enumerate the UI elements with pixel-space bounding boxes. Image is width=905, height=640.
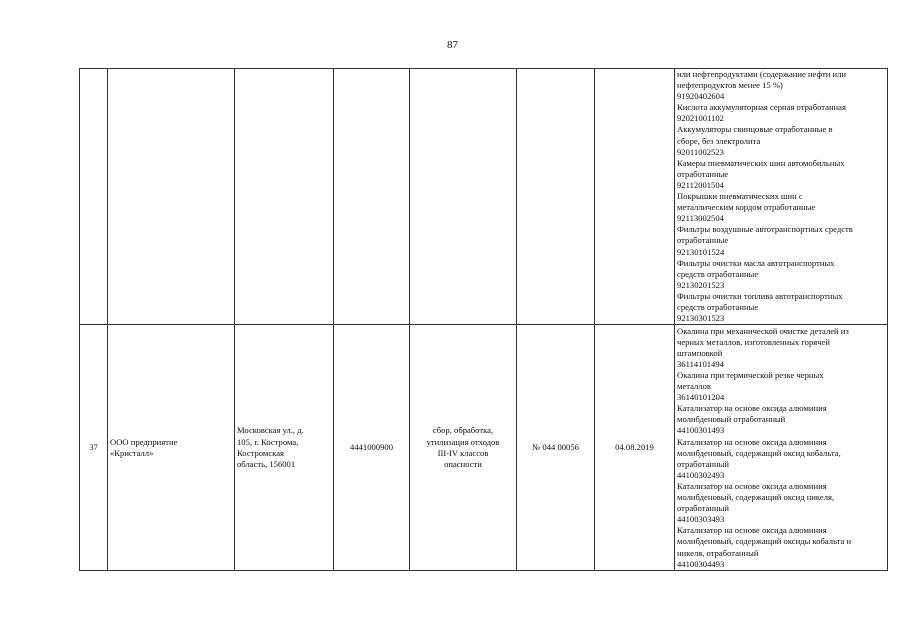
- organization-cell: [108, 325, 235, 571]
- waste-item-line: Окалина при механической очистке деталей из: [677, 325, 849, 336]
- waste-item-line: отработанный: [677, 458, 729, 469]
- activity-line: сбор, обработка,: [432, 425, 494, 436]
- waste-item-line: Кислота аккумуляторная серная отработанная: [677, 102, 846, 113]
- date-cell: 04.08.2019: [595, 325, 675, 571]
- table-row: [80, 325, 888, 571]
- waste-item-line: 44100302493: [677, 469, 725, 480]
- activity-line: III-IV классов: [437, 447, 489, 458]
- waste-list-cell: [675, 69, 888, 325]
- waste-item-line: 44100303493: [677, 514, 725, 525]
- waste-item-line: или нефтепродуктами (содержание нефти или: [677, 69, 847, 79]
- waste-item-line: металлов: [677, 381, 711, 392]
- waste-item-line: молибденовый, содержащий оксид кобальта,: [677, 447, 841, 458]
- waste-item-line: черных металлов, изготовленных горячей: [677, 336, 830, 347]
- waste-item-line: сборе, без электролита: [677, 135, 761, 146]
- waste-item-line: 92113002504: [677, 213, 724, 224]
- waste-item-line: 92112001504: [677, 179, 724, 190]
- inn-cell: 4441000900: [334, 325, 410, 571]
- address-cell: [235, 69, 334, 325]
- waste-item-line: Катализатор на основе оксида алюминия: [677, 480, 827, 491]
- waste-item-line: 44100301493: [677, 425, 725, 436]
- activity-cell: [410, 69, 517, 325]
- waste-item-line: металлическим кордом отработанные: [677, 202, 816, 213]
- waste-item-line: средств отработанные: [677, 301, 759, 312]
- waste-item-line: 36114101494: [677, 358, 724, 369]
- waste-item-line: 92130301523: [677, 313, 725, 324]
- waste-item-line: отработанные: [677, 168, 729, 179]
- waste-item-line: штамповкой: [677, 347, 723, 358]
- address-line: Костромская: [237, 447, 284, 458]
- waste-item-line: 92130101524: [677, 246, 725, 257]
- address-line: Московская ул., д.: [237, 425, 304, 436]
- organization-line: «Кристалл»: [110, 447, 154, 458]
- waste-item-line: Катализатор на основе оксида алюминия: [677, 403, 827, 414]
- waste-item-line: 91920402604: [677, 91, 725, 102]
- organization-line: ООО предприятие: [110, 436, 178, 447]
- waste-item-line: Фильтры воздушные автотранспортных средств: [677, 224, 853, 235]
- waste-item-line: Катализатор на основе оксида алюминия: [677, 436, 827, 447]
- waste-item-line: 44100304493: [677, 558, 725, 569]
- license-cell: [517, 69, 595, 325]
- waste-license-table: [79, 68, 888, 571]
- waste-item-line: отработанный: [677, 503, 729, 514]
- waste-item-line: 92021001102: [677, 113, 724, 124]
- row-number-cell: 37: [80, 325, 108, 571]
- row-number-cell: [80, 69, 108, 325]
- address-cell: [235, 325, 334, 571]
- waste-item-line: Аккумуляторы свинцовые отработанные в: [677, 124, 833, 135]
- waste-item-line: нефтепродуктов менее 15 %): [677, 80, 783, 91]
- activity-line: утилизация отходов: [426, 436, 500, 447]
- waste-item-line: средств отработанные: [677, 268, 759, 279]
- date-cell: [595, 69, 675, 325]
- license-cell: № 044 00056: [517, 325, 595, 571]
- organization-cell: [108, 69, 235, 325]
- activity-line: опасности: [444, 458, 482, 469]
- waste-item-line: молибденовый отработанный: [677, 414, 786, 425]
- inn-cell: [334, 69, 410, 325]
- address-line: область, 156001: [237, 458, 296, 469]
- waste-item-line: отработанные: [677, 235, 729, 246]
- waste-item-line: Фильтры очистки топлива автотранспортных: [677, 290, 843, 301]
- waste-item-line: молибденовый, содержащий оксиды кобальта и: [677, 536, 852, 547]
- page-number: 87: [447, 39, 458, 51]
- waste-list-cell: [675, 325, 888, 571]
- waste-item-line: Камеры пневматических шин автомобильных: [677, 157, 845, 168]
- waste-item-line: Фильтры очистки масла автотранспортных: [677, 257, 835, 268]
- waste-item-line: 92130201523: [677, 279, 725, 290]
- waste-item-line: 92011002523: [677, 146, 724, 157]
- address-line: 105, г. Кострома,: [237, 436, 299, 447]
- activity-cell: [410, 325, 517, 571]
- waste-item-line: Катализатор на основе оксида алюминия: [677, 525, 827, 536]
- table-row: [80, 69, 888, 325]
- waste-item-line: Окалина при термической резке черных: [677, 370, 824, 380]
- waste-item-line: никеля, отработанный: [677, 547, 759, 558]
- waste-item-line: молибденовый, содержащий оксид никеля,: [677, 492, 835, 503]
- waste-item-line: 36140101204: [677, 392, 725, 403]
- waste-item-line: Покрышки пневматических шин с: [677, 191, 803, 202]
